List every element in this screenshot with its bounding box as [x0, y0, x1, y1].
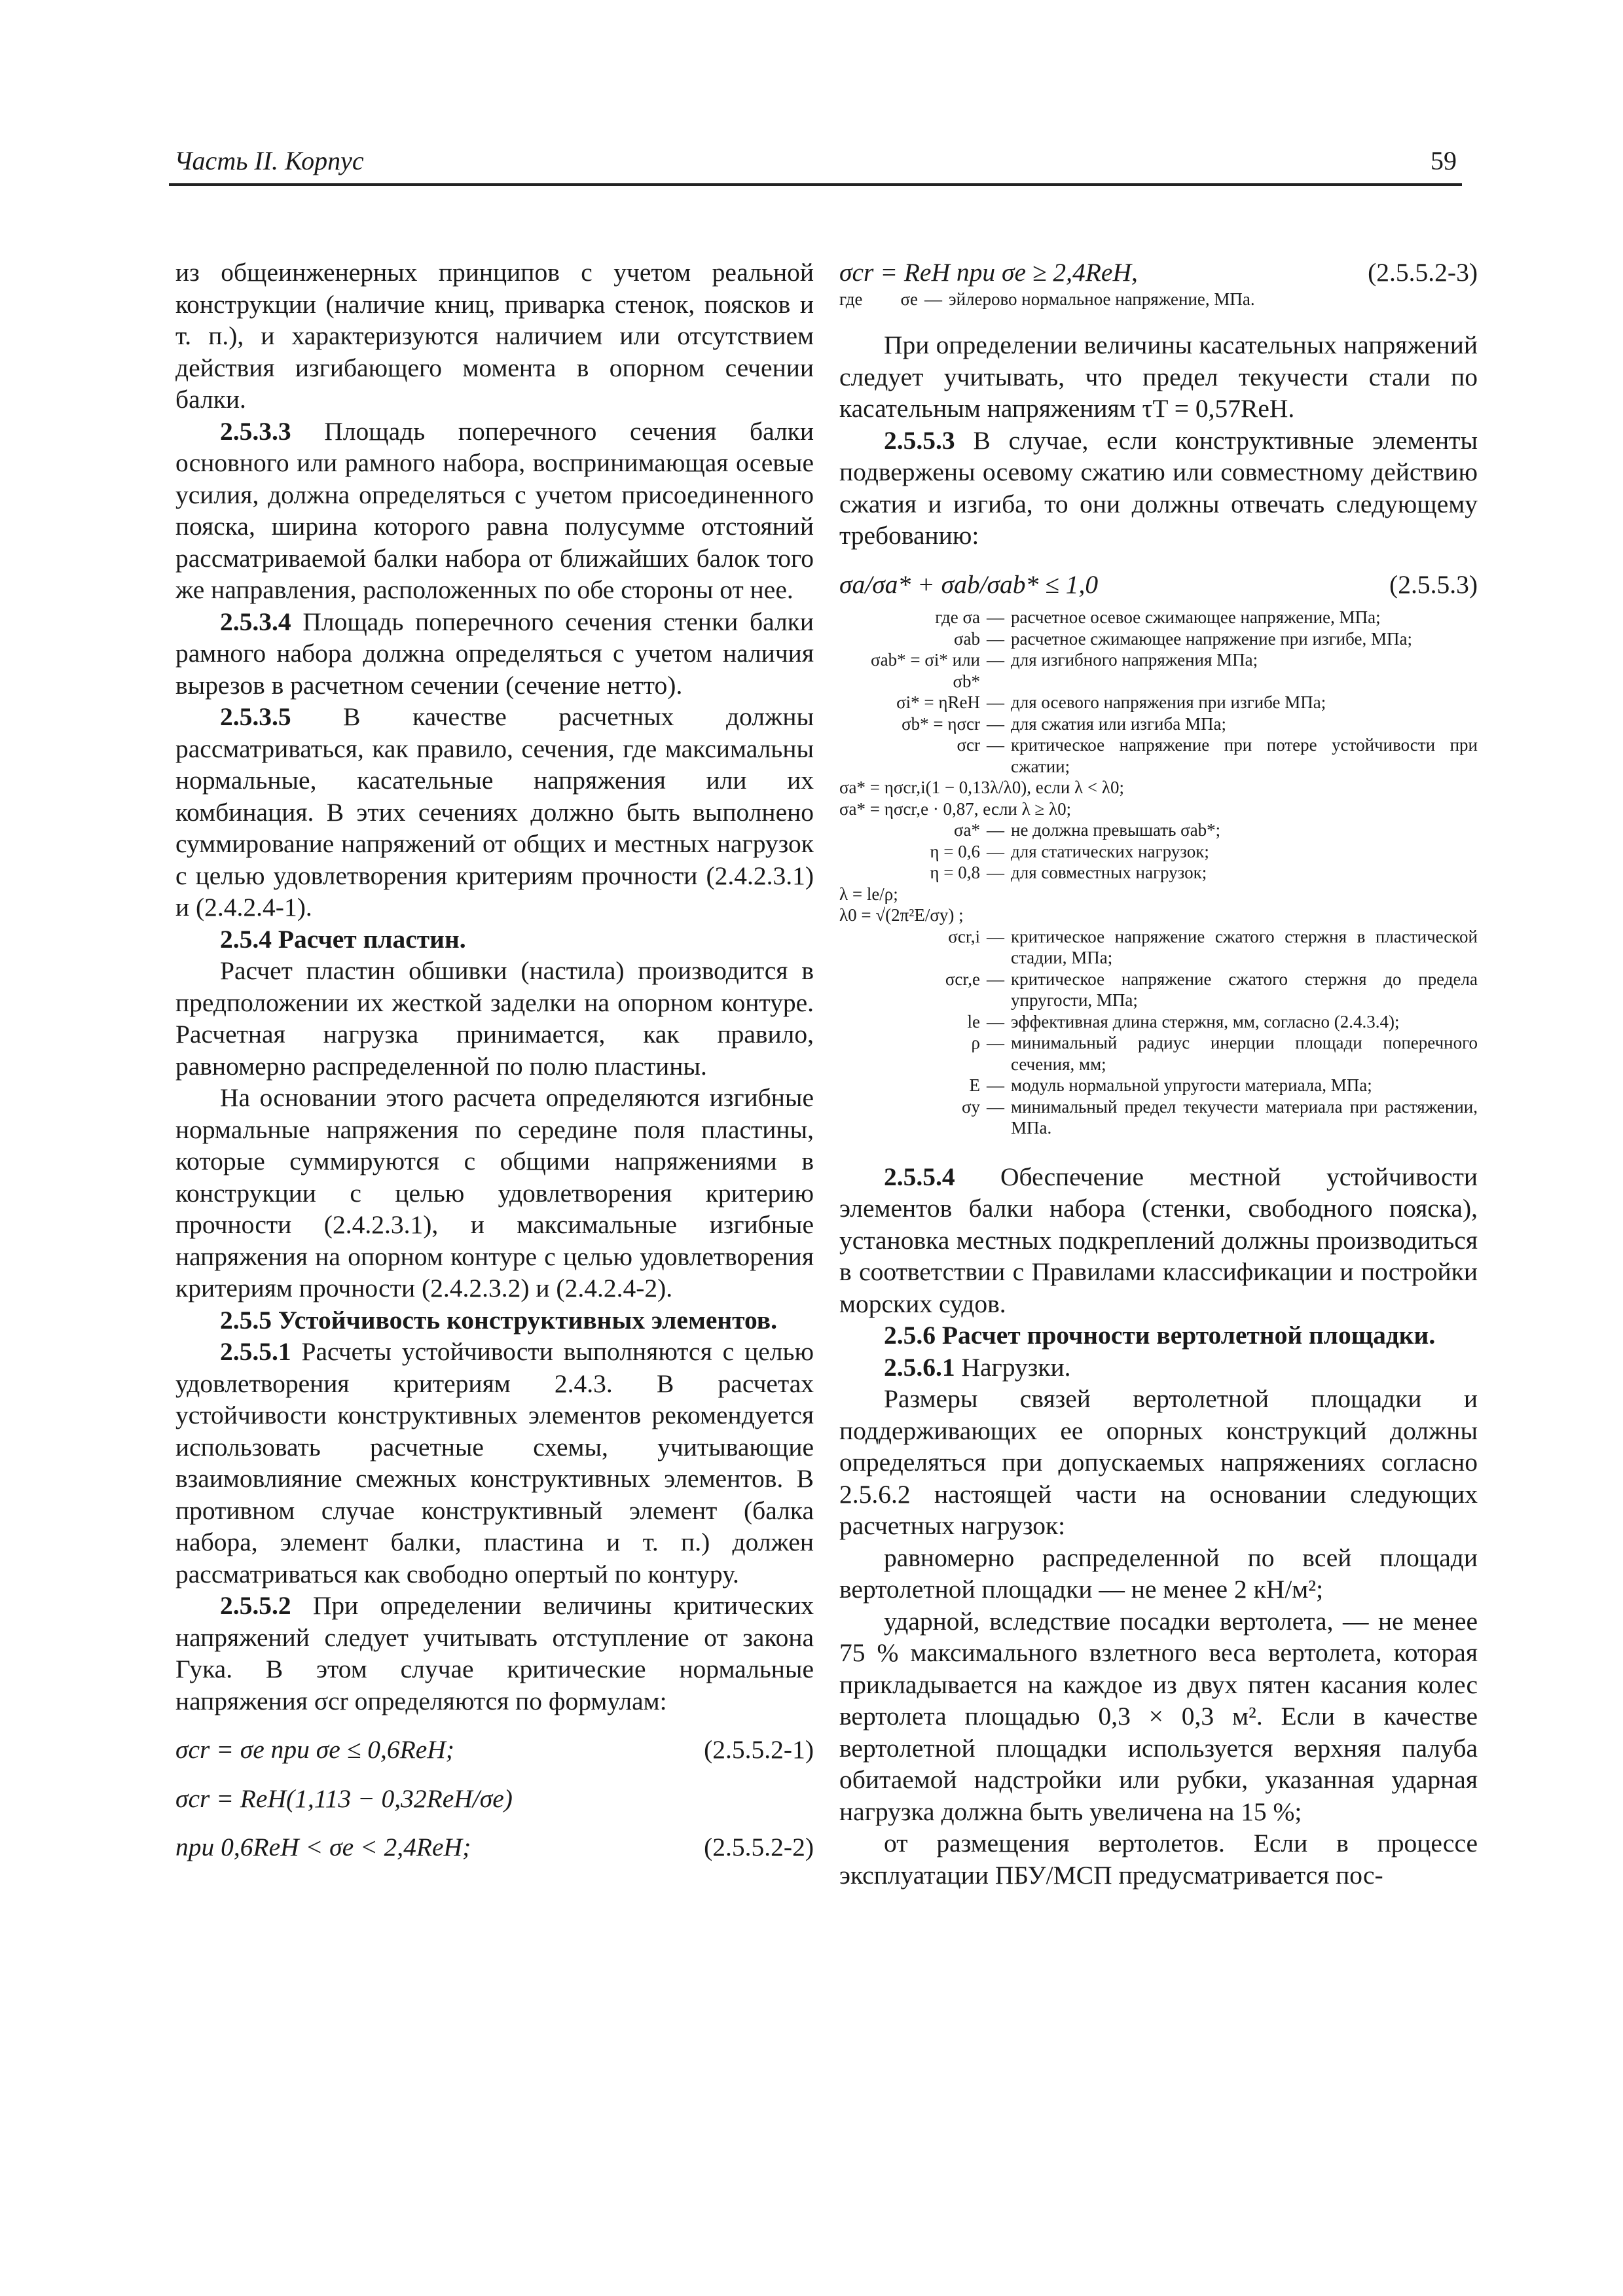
variable-row: η = 0,6 — для статических нагрузок;: [839, 841, 1478, 863]
definition: модуль нормальной упругости материала, МПа;: [1011, 1075, 1372, 1095]
section-number: 2.5.3.5: [220, 702, 291, 731]
running-title: Часть II. Корпус: [174, 146, 364, 175]
definition: не должна превышать σab*;: [1011, 820, 1221, 840]
paragraph: ударной, вследствие посадки вертолета, — не менее 75 % максимального взлетного веса вертолета, которая прикладывается на каждое из двух пятен касания колес вертолета площадью 0,3 × 0,3 м². Если в качестве вертолетной площадки используется верхняя палуба обитаемой надстройки или рубки, указанная ударная нагрузка должна быть увеличена на 15 %;: [839, 1606, 1478, 1826]
symbol: le: [967, 1011, 980, 1031]
symbol: σab* = σi* или σb*: [871, 650, 980, 691]
paragraph: [839, 1161, 1478, 1320]
variable-list: [839, 607, 1478, 1139]
left-column: [175, 257, 814, 1863]
section-number: 2.5.5.2: [220, 1591, 291, 1620]
definition: расчетное осевое сжимающее напряжение, МПа;: [1011, 607, 1381, 627]
symbol: E: [969, 1075, 980, 1095]
formula-expression: σcr = ReH(1,113 − 0,32ReH/σe): [175, 1784, 513, 1813]
formula-expression: σcr = ReH при σe ≥ 2,4ReH,: [839, 258, 1138, 287]
subsection-heading: [839, 1352, 1478, 1384]
paragraph: На основании этого расчета определяются изгибные нормальные напряжения по середине поля пластины, которые суммируются с общими напряжениями в конструкции с целью удовлетворения критерию прочности (2.4.2.3.1), и максимальные изгибные напряжения на опорном контуре с целью удовлетворения критериям прочности (2.4.2.3.2) и (2.4.2.4-2).: [175, 1083, 814, 1302]
variable-row: σcr — критическое напряжение при потере устойчивости при сжатии;: [839, 734, 1478, 777]
definition: критическое напряжение сжатого стержня в пластической стадии, МПа;: [1011, 926, 1478, 967]
paragraph: равномерно распределенной по всей площади вертолетной площадки — не менее 2 кН/м²;: [839, 1543, 1478, 1604]
symbol: σe: [900, 289, 918, 309]
formula-number: (2.5.5.3): [1389, 569, 1478, 599]
symbol: σa*: [953, 820, 980, 840]
symbol: η = 0,6: [930, 841, 980, 861]
symbol: σb* = ησcr: [902, 713, 980, 734]
section-heading: 2.5.6 Расчет прочности вертолетной площадки.: [884, 1321, 1436, 1350]
variable-row: σcr,e — критическое напряжение сжатого стержня до предела упругости, МПа;: [839, 969, 1478, 1011]
paragraph-text: При определении величины критических напряжений следует учитывать отступление от закона Гука. В этом случае критические нормальные напряжения σcr определяются по формулам:: [175, 1591, 814, 1715]
formula: [839, 569, 1478, 601]
symbol: ρ: [971, 1033, 980, 1052]
symbol: λ0 = √(2π²E/σy) ;: [839, 905, 964, 925]
page-header: [169, 143, 1462, 186]
variable-row: η = 0,8 — для совместных нагрузок;: [839, 862, 1478, 884]
paragraph: [839, 425, 1478, 552]
variable-row: σy — минимальный предел текучести материала при растяжении, МПа.: [839, 1096, 1478, 1139]
paragraph-text: Площадь поперечного сечения балки основного или рамного набора, воспринимающая осевые усилия, должна определяться с учетом присоединенного пояска, ширина которого равна полусумме отстояний рассматриваемой балки набора от ближайших балок того же направления, расположенных по обе стороны от нее.: [175, 416, 814, 604]
formula-number: (2.5.5.2-3): [1368, 258, 1478, 287]
definition: минимальный радиус инерции площади поперечного сечения, мм;: [1011, 1033, 1478, 1074]
paragraph: [175, 1590, 814, 1717]
definition: эффективная длина стержня, мм, согласно (2.4.3.4);: [1011, 1011, 1400, 1031]
section-number: 2.5.5.1: [220, 1337, 291, 1366]
paragraph-text: Расчеты устойчивости выполняются с целью удовлетворения критериям 2.4.3. В расчетах устойчивости конструктивных элементов рекомендуется использовать расчетные схемы, учитывающие взаимовлияние смежных конструктивных элементов. В противном случае конструктивный элемент (балка набора, элемент балки, пластина и т. п.) должен рассматриваться как свободно опертый по контуру.: [175, 1337, 814, 1588]
definition: для совместных нагрузок;: [1011, 863, 1207, 882]
variable-row: σcr,i — критическое напряжение сжатого стержня в пластической стадии, МПа;: [839, 926, 1478, 969]
right-column: [839, 257, 1478, 1891]
symbol: σi* = ηReH: [896, 692, 980, 712]
formula-expression: σcr = σe при σe ≤ 0,6ReH;: [175, 1735, 454, 1764]
variable-row: [839, 798, 1478, 820]
formula-number: (2.5.5.2-1): [704, 1735, 814, 1764]
section-number: 2.5.6.1: [884, 1352, 955, 1382]
section-heading: 2.5.5 Устойчивость конструктивных элементов.: [220, 1305, 778, 1335]
heading-text: Нагрузки.: [955, 1352, 1071, 1382]
section-number: 2.5.3.4: [220, 607, 291, 636]
definition: критическое напряжение сжатого стержня до предела упругости, МПа;: [1011, 969, 1478, 1010]
variable-row: le — эффективная длина стержня, мм, согласно (2.4.3.4);: [839, 1011, 1478, 1033]
variable-row: σi* = ηReH — для осевого напряжения при изгибе МПа;: [839, 692, 1478, 713]
paragraph-text: Площадь поперечного сечения стенки балки рамного набора должна определяться с учетом наличия вырезов в расчетном сечении (сечение нетто).: [175, 607, 814, 700]
page-number: 59: [1431, 146, 1457, 175]
symbol: σa* = ησcr,e · 0,87, если λ ≥ λ0;: [839, 798, 1072, 819]
symbol: σa* = ησcr,i(1 − 0,13λ/λ0), если λ < λ0;: [839, 778, 1124, 797]
definition: расчетное сжимающее напряжение при изгибе, МПа;: [1011, 628, 1412, 649]
paragraph-text: В случае, если конструктивные элементы подвержены осевому сжатию или совместному действию сжатия и изгиба, то они должны отвечать следующему требованию:: [839, 425, 1478, 550]
definition: критическое напряжение при потере устойчивости при сжатии;: [1011, 735, 1478, 776]
symbol: где σa: [935, 607, 980, 627]
variable-row: [839, 777, 1478, 798]
symbol: σy: [961, 1096, 980, 1117]
section-number: 2.5.3.3: [220, 416, 291, 446]
formula: [839, 257, 1478, 289]
definition: эйлерово нормальное напряжение, МПа.: [949, 289, 1255, 309]
symbol: η = 0,8: [930, 863, 980, 882]
paragraph: При определении величины касательных напряжений следует учитывать, что предел текучести стали по касательным напряжениям τT = 0,57ReH.: [839, 331, 1478, 423]
paragraph-text: В качестве расчетных должны рассматриваться, как правило, сечения, где максимальны нормальные, касательные напряжения или их комбинация. В этих сечениях должно быть выполнено суммирование напряжений от общих и местных нагрузок с целью удовлетворения критериям прочности (2.4.2.3.1) и (2.4.2.4-1).: [175, 702, 814, 922]
paragraph-text: Обеспечение местной устойчивости элементов балки набора (стенки, свободного пояска), установка местных подкреплений должны производиться в соответствии с Правилами классификации и постройки морских судов.: [839, 1162, 1478, 1318]
formula-expression: σa/σa* + σab/σab* ≤ 1,0: [839, 569, 1099, 599]
definition: для осевого напряжения при изгибе МПа;: [1011, 692, 1326, 712]
paragraph: Расчет пластин обшивки (настила) производится в предположении их жесткой заделки на опорном контуре. Расчетная нагрузка принимается, как правило, равномерно распределенной по полю пластины.: [175, 956, 814, 1081]
paragraph: [175, 1336, 814, 1590]
variable-row: [839, 884, 1478, 905]
paragraph: [175, 701, 814, 924]
formula-expression: при 0,6ReH < σe < 2,4ReH;: [175, 1833, 471, 1861]
formula: [175, 1831, 814, 1863]
variable-row: E — модуль нормальной упругости материала, МПа;: [839, 1075, 1478, 1096]
symbol: σcr,i: [948, 926, 980, 946]
variable-row: σb* = ησcr — для сжатия или изгиба МПа;: [839, 713, 1478, 735]
symbol: σcr: [957, 735, 980, 755]
variable-row: σab* = σi* или σb* — для изгибного напряжения МПа;: [839, 649, 1478, 692]
paragraph: [175, 416, 814, 606]
definition: минимальный предел текучести материала при растяжении, МПа.: [1011, 1096, 1478, 1138]
section-heading: 2.5.4 Расчет пластин.: [220, 924, 466, 954]
variable-row: ρ — минимальный радиус инерции площади поперечного сечения, мм;: [839, 1032, 1478, 1075]
definition: для сжатия или изгиба МПа;: [1011, 713, 1226, 734]
paragraph: [175, 606, 814, 702]
section-number: 2.5.5.4: [884, 1162, 955, 1191]
formula: [175, 1783, 814, 1815]
symbol: σab: [953, 628, 980, 649]
variable-definition: где σe — эйлерово нормальное напряжение, МПа.: [839, 289, 1478, 310]
formula-number: (2.5.5.2-2): [704, 1833, 814, 1861]
formula: [175, 1734, 814, 1766]
where-label: где: [839, 289, 863, 309]
section-number: 2.5.5.3: [884, 425, 955, 455]
symbol: σcr,e: [945, 969, 980, 989]
paragraph: от размещения вертолетов. Если в процессе эксплуатации ПБУ/МСП предусматривается пос-: [839, 1829, 1478, 1890]
paragraph: из общеинженерных принципов с учетом реальной конструкции (наличие книц, приварка стенок, поясков и т. п.), и характеризуются наличием или отсутствием действия изгибающего момента в опорном сечении балки.: [175, 258, 814, 414]
symbol: λ = le/ρ;: [839, 884, 898, 904]
definition: для статических нагрузок;: [1011, 841, 1209, 861]
variable-row: σab — расчетное сжимающее напряжение при изгибе, МПа;: [839, 628, 1478, 650]
definition: для изгибного напряжения МПа;: [1011, 650, 1258, 670]
paragraph: Размеры связей вертолетной площадки и поддерживающих ее опорных конструкций должны определяться при допускаемых напряжениях согласно 2.5.6.2 настоящей части на основании следующих расчетных нагрузок:: [839, 1384, 1478, 1540]
variable-row: σa* — не должна превышать σab*;: [839, 819, 1478, 841]
variable-row: [839, 905, 1478, 926]
variable-row: где σa — расчетное осевое сжимающее напряжение, МПа;: [839, 607, 1478, 628]
